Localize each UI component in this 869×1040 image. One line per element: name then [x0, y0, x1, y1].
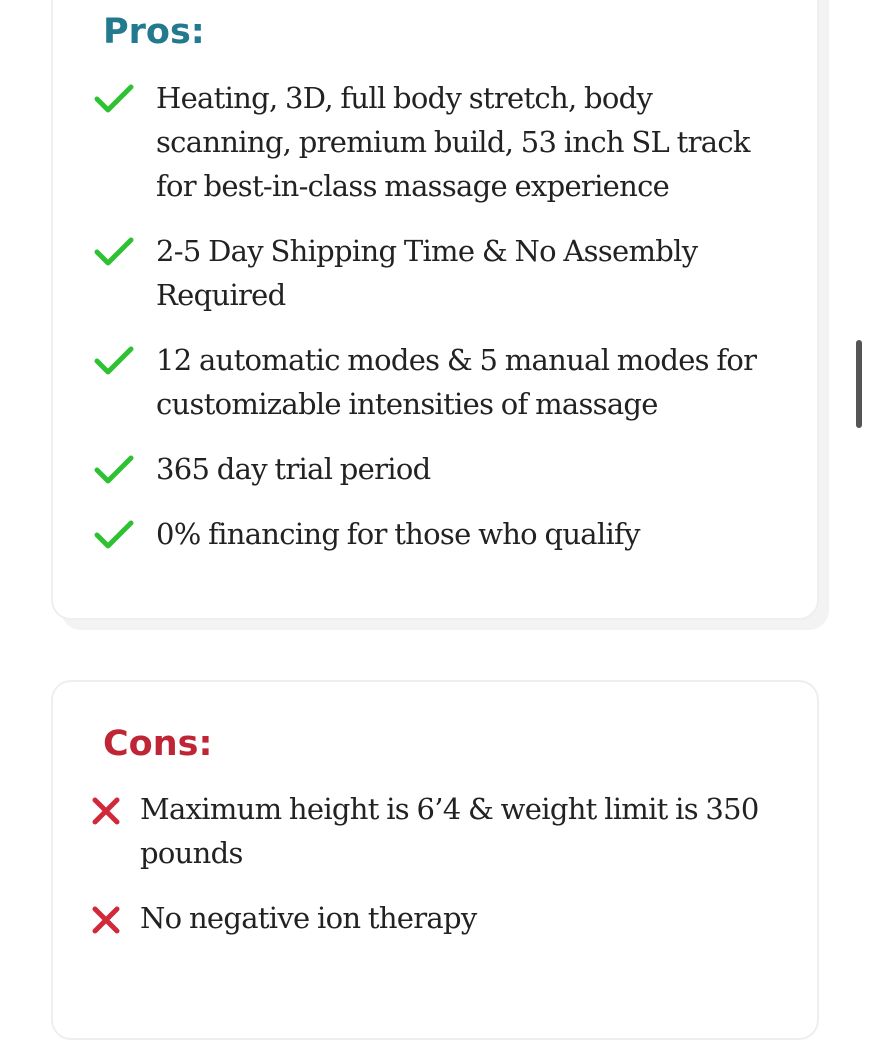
pros-list-item	[94, 229, 781, 317]
pros-list-item	[94, 512, 781, 556]
check-icon	[94, 512, 156, 556]
check-icon	[94, 76, 156, 120]
cross-icon	[90, 896, 140, 940]
pros-item-text: Heating, 3D, full body stretch, body scanning, premium build, 53 inch SL track for best-in-class massage experience	[156, 81, 750, 203]
pros-list-item	[94, 447, 781, 491]
check-icon	[94, 338, 156, 382]
cons-item-text: Maximum height is 6’4 & weight limit is 350 pounds	[140, 792, 759, 870]
pros-heading: Pros:	[103, 12, 205, 52]
check-icon	[94, 447, 156, 491]
cons-list-item	[90, 787, 760, 875]
cons-item-text: No negative ion therapy	[140, 901, 477, 935]
cons-list-item	[90, 896, 760, 940]
scrollbar-thumb[interactable]	[856, 340, 862, 428]
check-icon	[94, 229, 156, 273]
cross-icon	[90, 787, 140, 831]
pros-list-item	[94, 338, 781, 426]
pros-item-text: 0% financing for those who qualify	[156, 517, 640, 551]
pros-item-text: 365 day trial period	[156, 452, 431, 486]
cons-heading: Cons:	[103, 724, 213, 764]
pros-list-item	[94, 76, 781, 208]
pros-item-text: 2-5 Day Shipping Time & No Assembly Required	[156, 234, 698, 312]
pros-item-text: 12 automatic modes & 5 manual modes for customizable intensities of massage	[156, 343, 757, 421]
